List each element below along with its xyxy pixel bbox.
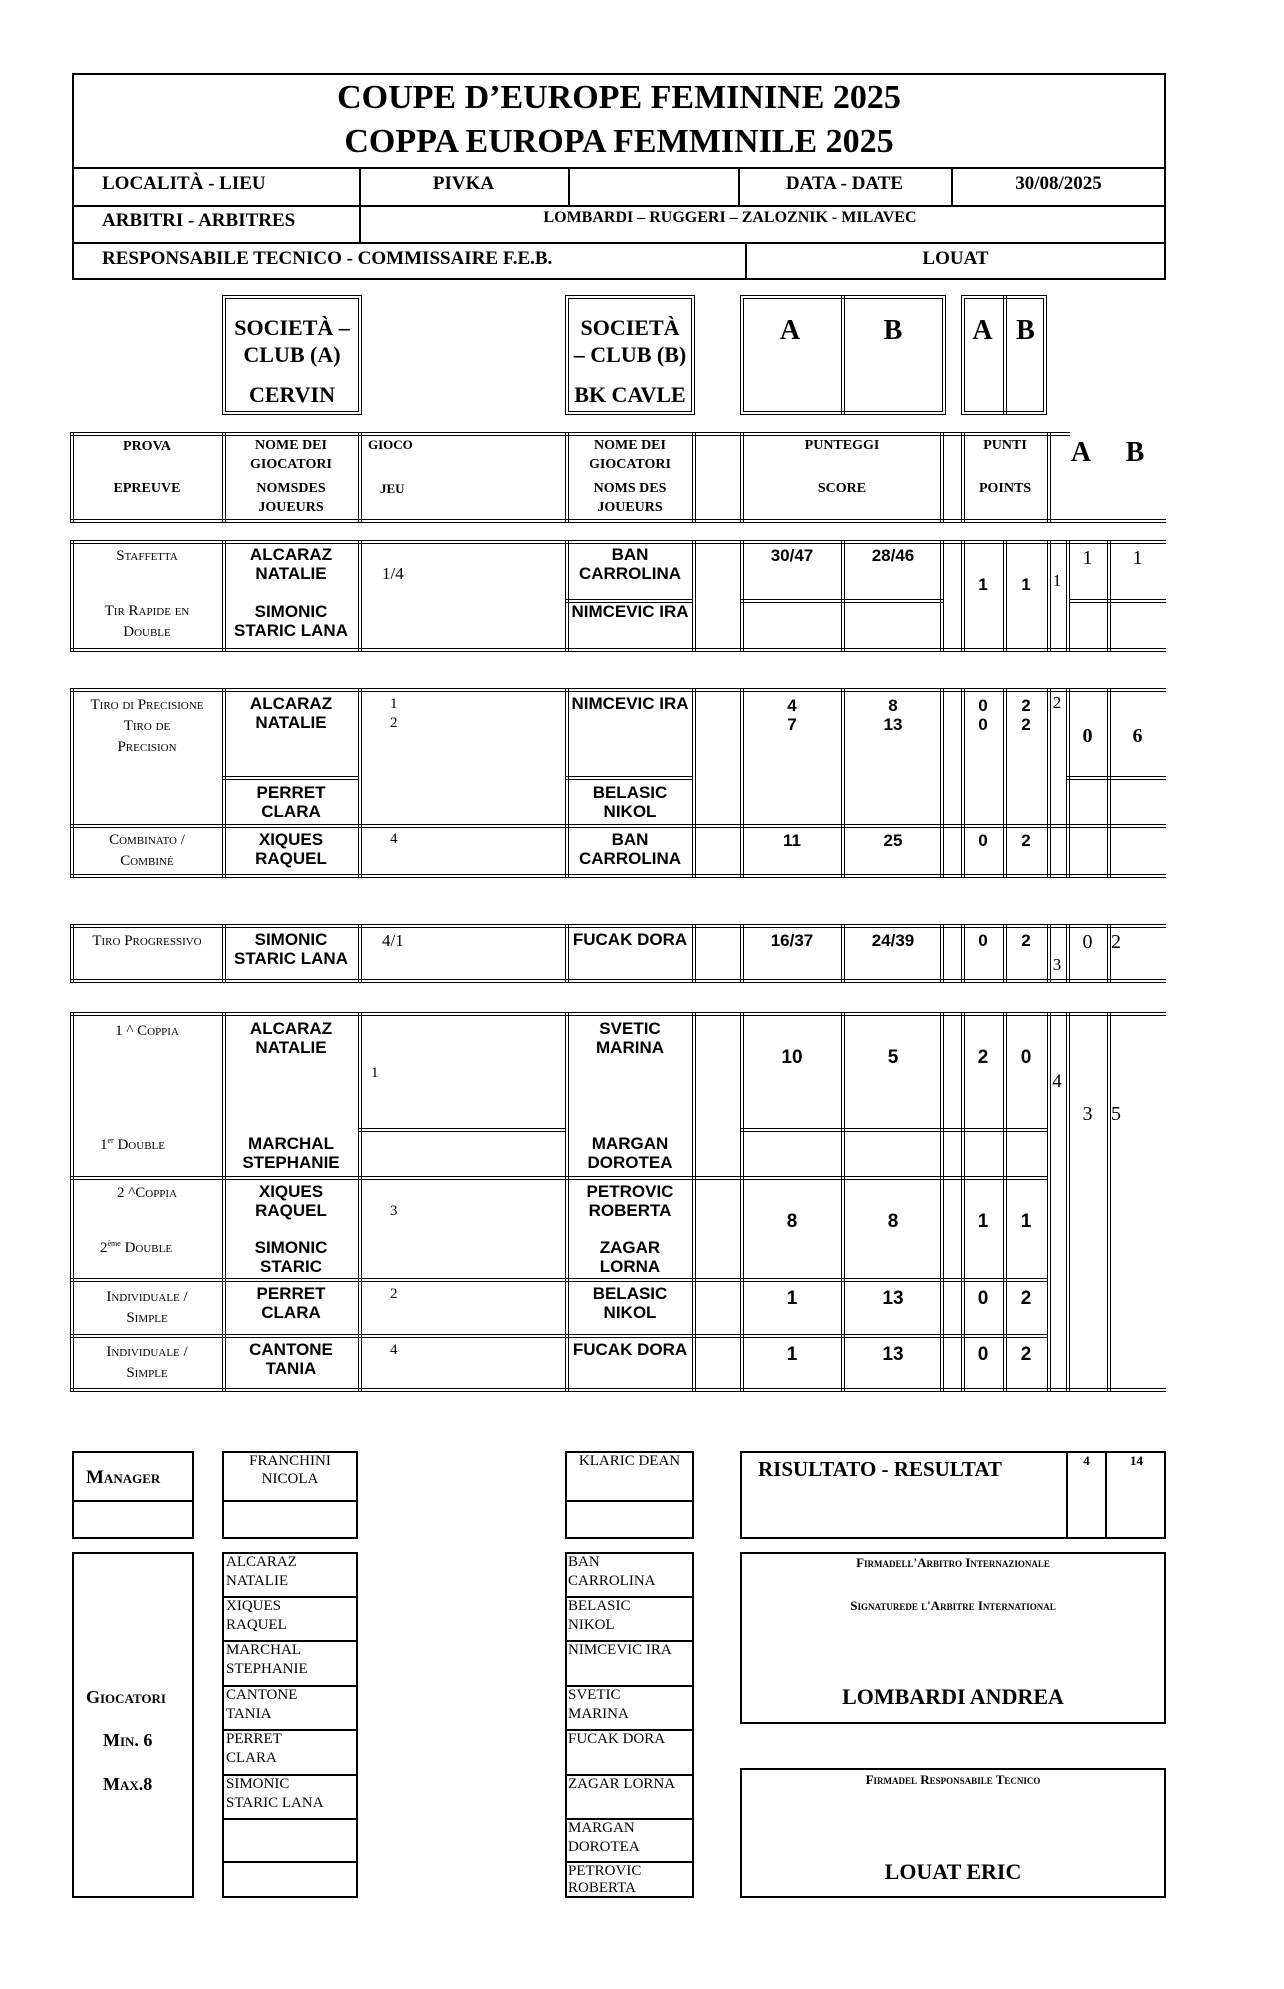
coppia1-pts-b: 0 [1020, 1047, 1032, 1068]
coppia1-score-a: 10 [781, 1047, 803, 1068]
col-prova: PROVA [123, 439, 171, 454]
date-label: DATA - DATE [785, 173, 904, 194]
coppia2-gioco: 3 [390, 1203, 398, 1219]
coppia1-pts-a: 2 [977, 1047, 989, 1068]
coppia-num: 4 [1052, 1071, 1062, 1092]
manager-label-box [72, 1451, 194, 1539]
staffetta-gioco: 1/4 [382, 564, 404, 583]
col-noms-a-2: JOUEURS [258, 500, 324, 515]
precisione-a1: ALCARAZ [249, 694, 333, 713]
precisione-score-1a: 4 [787, 696, 797, 715]
manager-b: KLARIC DEAN [578, 1453, 681, 1469]
col-nome-b-1: NOME DEI [594, 438, 666, 453]
player-a-3-line1: MARCHAL [226, 1642, 302, 1658]
club-b-line1: SOCIETÀ [580, 315, 680, 340]
combinato-a2: RAQUEL [255, 849, 327, 868]
score-col-b: B [883, 315, 903, 346]
staffetta-a2: NATALIE [255, 564, 327, 583]
player-b-5-line1: FUCAK DORA [568, 1731, 666, 1747]
combinato-b2: CARROLINA [579, 849, 681, 868]
coppia-tot-b: 5 [1111, 1103, 1121, 1125]
precisione-label-2: Tiro de [123, 718, 171, 734]
staffetta-label-2: Tir Rapide en [104, 603, 190, 619]
individuale1-score-a: 1 [786, 1288, 798, 1309]
coppia2-a3: SIMONIC [254, 1238, 328, 1257]
result-a: 4 [1083, 1453, 1090, 1468]
coppia2-a1: XIQUES [258, 1182, 324, 1201]
precisione-pts-1a: 0 [978, 696, 988, 715]
progressivo-num: 3 [1052, 955, 1062, 974]
club-a-name: CERVIN [248, 382, 335, 407]
coppia2-a4: STARIC [259, 1257, 322, 1276]
date-value: 30/08/2025 [1015, 173, 1102, 194]
manager-a-2: NICOLA [261, 1471, 319, 1487]
players-label-1: Giocatori [86, 1687, 166, 1707]
precisione-pts-2a: 0 [978, 715, 988, 734]
points-col-a: A [972, 315, 993, 346]
individuale1-pts-a: 0 [977, 1288, 989, 1309]
title-it: COPPA EUROPA FEMMINILE 2025 [344, 123, 894, 160]
individuale2-pts-a: 0 [977, 1344, 989, 1365]
staffetta-b3: NIMCEVIC IRA [571, 602, 689, 621]
staffetta-pts-b: 1 [1021, 575, 1031, 594]
combinato-pts-b: 2 [1021, 831, 1031, 850]
precisione-gioco-1: 1 [390, 696, 398, 712]
club-b-name: BK CAVLE [574, 382, 686, 407]
club-a-line1: SOCIETÀ – [234, 315, 350, 340]
coppia2-score-b: 8 [887, 1211, 899, 1232]
individuale2-a1: CANTONE [249, 1340, 333, 1359]
progressivo-tot-a: 0 [1082, 931, 1093, 953]
coppia1-gioco: 1 [371, 1065, 379, 1081]
staffetta-tot-b: 1 [1132, 547, 1143, 569]
precisione-b4: NIKOL [603, 802, 657, 821]
coppia1-label-2-text: Double [117, 1137, 165, 1153]
staffetta-b1: BAN [611, 545, 649, 564]
individuale1-label: Individuale / [106, 1289, 188, 1305]
result-label: RISULTATO - RESULTAT [758, 1457, 1002, 1481]
precisione-a2: NATALIE [255, 713, 327, 732]
precisione-label-3: Precision [117, 739, 177, 755]
progressivo-pts-b: 2 [1021, 931, 1031, 950]
coppia1-score-b: 5 [887, 1047, 899, 1068]
tech-signature-label: Firmadel Responsabile Tecnico [865, 1772, 1041, 1787]
player-b-1-line1: BAN [568, 1554, 600, 1570]
coppia1-label: 1 ^ Coppia [115, 1023, 179, 1039]
precisione-a4: CLARA [261, 802, 321, 821]
manager-label: Manager [86, 1467, 161, 1488]
precisione-b3: BELASIC [592, 783, 668, 802]
staffetta-score-b: 28/46 [871, 546, 915, 565]
coppia2-score-a: 8 [786, 1211, 798, 1232]
coppia2-b4: LORNA [599, 1257, 661, 1276]
coppia2-label-2-num: 2 [100, 1240, 108, 1256]
result-b: 14 [1130, 1453, 1143, 1468]
players-label-3: Max.8 [103, 1774, 153, 1794]
progressivo-score-b: 24/39 [871, 931, 915, 950]
coppia1-label-2 [100, 1137, 165, 1154]
combinato-score-a: 11 [783, 831, 801, 850]
player-a-5-line1: PERRET [226, 1731, 282, 1747]
player-a-3-line2: STEPHANIE [226, 1661, 308, 1677]
coppia-tot-a: 3 [1082, 1103, 1093, 1125]
individuale1-pts-b: 2 [1020, 1288, 1032, 1309]
player-a-2-line2: RAQUEL [226, 1617, 287, 1633]
individuale1-b1: BELASIC [592, 1284, 668, 1303]
progressivo-tot-b: 2 [1111, 931, 1121, 953]
col-punti: PUNTI [983, 438, 1027, 453]
title-fr: COUPE D’EUROPE FEMININE 2025 [337, 79, 901, 116]
individuale2-label: Individuale / [106, 1344, 188, 1360]
players-label-2: Min. 6 [103, 1730, 153, 1750]
coppia1-b1: SVETIC [599, 1019, 661, 1038]
tech-signature-name: LOUAT ERIC [884, 1859, 1022, 1884]
precisione-num: 2 [1052, 693, 1062, 712]
combinato-gioco: 4 [390, 831, 398, 847]
tech-label: RESPONSABILE TECNICO - COMMISSAIRE F.E.B. [102, 248, 553, 269]
precisione-b1: NIMCEVIC IRA [571, 694, 689, 713]
player-b-2-line1: BELASIC [568, 1598, 631, 1614]
player-b-4-line1: SVETIC [568, 1687, 621, 1703]
col-punteggi: PUNTEGGI [804, 438, 880, 453]
tech-value: LOUAT [922, 248, 989, 269]
combinato-label: Combinato / [109, 832, 185, 848]
score-col-a: A [779, 315, 801, 346]
precisione-tot-a: 0 [1082, 725, 1093, 747]
referees-value: LOMBARDI – RUGGERI – ZALOZNIK - MILAVEC [543, 209, 917, 226]
players-label-box [72, 1552, 194, 1898]
player-a-4-line2: TANIA [226, 1706, 272, 1722]
player-a-2-line1: XIQUES [226, 1598, 281, 1614]
col-gioco: GIOCO [368, 437, 413, 452]
coppia1-a2: NATALIE [255, 1038, 327, 1057]
progressivo-pts-a: 0 [978, 931, 988, 950]
progressivo-a2: STARIC LANA [234, 949, 348, 968]
individuale1-a1: PERRET [256, 1284, 326, 1303]
total-col-a: A [1070, 437, 1092, 468]
individuale2-score-b: 13 [882, 1344, 904, 1365]
coppia1-b3: MARGAN [591, 1134, 669, 1153]
coppia2-pts-b: 1 [1020, 1211, 1032, 1232]
combinato-score-b: 25 [883, 831, 903, 850]
individuale2-label-2: Simple [126, 1365, 168, 1381]
col-jeu: JEU [380, 481, 405, 496]
coppia2-b2: ROBERTA [588, 1201, 672, 1220]
location-label: LOCALITÀ - LIEU [102, 173, 266, 194]
staffetta-label: Staffetta [116, 548, 178, 564]
player-a-5-line2: CLARA [226, 1750, 277, 1766]
coppia2-label: 2 ^Coppia [116, 1185, 178, 1201]
club-a-line2: CLUB (A) [243, 342, 341, 367]
progressivo-a1: SIMONIC [254, 930, 328, 949]
col-noms-b-1: NOMS DES [593, 481, 667, 496]
progressivo-gioco: 4/1 [382, 931, 404, 950]
referee-signature-label-1: Firmadell'Arbitro Internazionale [856, 1555, 1050, 1570]
individuale1-a2: CLARA [261, 1303, 321, 1322]
staffetta-pts-a: 1 [978, 575, 988, 594]
progressivo-b1: FUCAK DORA [572, 930, 688, 949]
staffetta-b2: CARROLINA [579, 564, 681, 583]
col-nome-b-2: GIOCATORI [589, 457, 671, 472]
points-col-b: B [1016, 315, 1035, 346]
precisione-tot-b: 6 [1132, 725, 1143, 747]
player-b-8-line1: PETROVIC [568, 1863, 642, 1879]
combinato-b1: BAN [611, 830, 649, 849]
staffetta-tot-a: 1 [1082, 547, 1093, 569]
individuale2-gioco: 4 [390, 1342, 398, 1358]
precisione-score-1b: 8 [888, 696, 898, 715]
col-noms-b-2: JOUEURS [597, 500, 663, 515]
coppia2-label-2 [100, 1240, 172, 1257]
precisione-pts-1b: 2 [1021, 696, 1031, 715]
coppia2-label-2-text: Double [124, 1240, 173, 1256]
individuale2-score-a: 1 [786, 1344, 798, 1365]
combinato-label-2: Combiné [120, 853, 174, 869]
manager-a-1: FRANCHINI [249, 1453, 331, 1469]
staffetta-a4: STARIC LANA [234, 621, 348, 640]
player-a-1-line1: ALCARAZ [226, 1554, 297, 1570]
player-a-6-line1: SIMONIC [226, 1776, 290, 1792]
coppia2-label-2-sup: ème [107, 1239, 121, 1248]
player-b-3-line1: NIMCEVIC IRA [568, 1642, 672, 1658]
individuale2-pts-b: 2 [1020, 1344, 1032, 1365]
referees-label: ARBITRI - ARBITRES [102, 210, 296, 231]
player-b-1-line2: CARROLINA [568, 1573, 656, 1589]
player-b-2-line2: NIKOL [568, 1617, 615, 1633]
precisione-gioco-2: 2 [390, 715, 398, 731]
coppia1-label-2-num: 1 [100, 1137, 108, 1153]
individuale2-b1: FUCAK DORA [572, 1340, 688, 1359]
player-a-1-line2: NATALIE [226, 1573, 289, 1589]
individuale1-gioco: 2 [390, 1286, 398, 1302]
col-points: POINTS [978, 481, 1032, 496]
combinato-a1: XIQUES [258, 830, 324, 849]
coppia1-b2: MARINA [596, 1038, 664, 1057]
coppia2-b3: ZAGAR [599, 1238, 661, 1257]
precisione-pts-2b: 2 [1021, 715, 1031, 734]
coppia1-a1: ALCARAZ [249, 1019, 333, 1038]
individuale1-b2: NIKOL [603, 1303, 657, 1322]
staffetta-score-a: 30/47 [770, 546, 814, 565]
player-b-6-line1: ZAGAR LORNA [568, 1776, 676, 1792]
precisione-score-2b: 13 [883, 715, 903, 734]
coppia2-b1: PETROVIC [586, 1182, 674, 1201]
combinato-pts-a: 0 [978, 831, 988, 850]
col-nome-a-2: GIOCATORI [250, 457, 332, 472]
individuale1-label-2: Simple [126, 1310, 168, 1326]
staffetta-a3: SIMONIC [254, 602, 328, 621]
total-col-b: B [1125, 437, 1145, 468]
player-a-6-line2: STARIC LANA [226, 1795, 324, 1811]
location-value: PIVKA [432, 173, 495, 194]
player-b-4-line2: MARINA [568, 1706, 629, 1722]
staffetta-label-3: Double [123, 624, 171, 640]
referee-signature-label-2: Signaturede l'Arbitre International [850, 1598, 1056, 1613]
progressivo-label: Tiro Progressivo [92, 933, 202, 949]
precisione-score-2a: 7 [787, 715, 797, 734]
coppia2-a2: RAQUEL [255, 1201, 327, 1220]
precisione-label: Tiro di Precisione [90, 697, 204, 713]
player-b-7-line2: DOROTEA [568, 1839, 640, 1855]
player-b-7-line1: MARGAN [568, 1820, 635, 1836]
staffetta-a1: ALCARAZ [249, 545, 333, 564]
col-score: SCORE [817, 481, 867, 496]
staffetta-num: 1 [1052, 571, 1062, 590]
coppia1-b4: DOROTEA [587, 1153, 673, 1172]
coppia2-pts-a: 1 [977, 1211, 989, 1232]
col-noms-a-1: NOMSDES [256, 481, 326, 496]
player-b-8-line2: ROBERTA [568, 1880, 636, 1896]
precisione-a3: PERRET [256, 783, 326, 802]
coppia1-a3: MARCHAL [248, 1134, 334, 1153]
progressivo-score-a: 16/37 [770, 931, 814, 950]
coppia1-a4: STEPHANIE [242, 1153, 340, 1172]
club-b-line2: – CLUB (B) [573, 342, 687, 367]
individuale1-score-b: 13 [882, 1288, 904, 1309]
col-nome-a-1: NOME DEI [255, 438, 327, 453]
referee-signature-name: LOMBARDI ANDREA [842, 1684, 1064, 1709]
player-a-4-line1: CANTONE [226, 1687, 298, 1703]
col-epreuve: EPREUVE [113, 481, 181, 496]
coppia1-label-2-sup: er [107, 1136, 114, 1145]
individuale2-a2: TANIA [265, 1359, 317, 1378]
